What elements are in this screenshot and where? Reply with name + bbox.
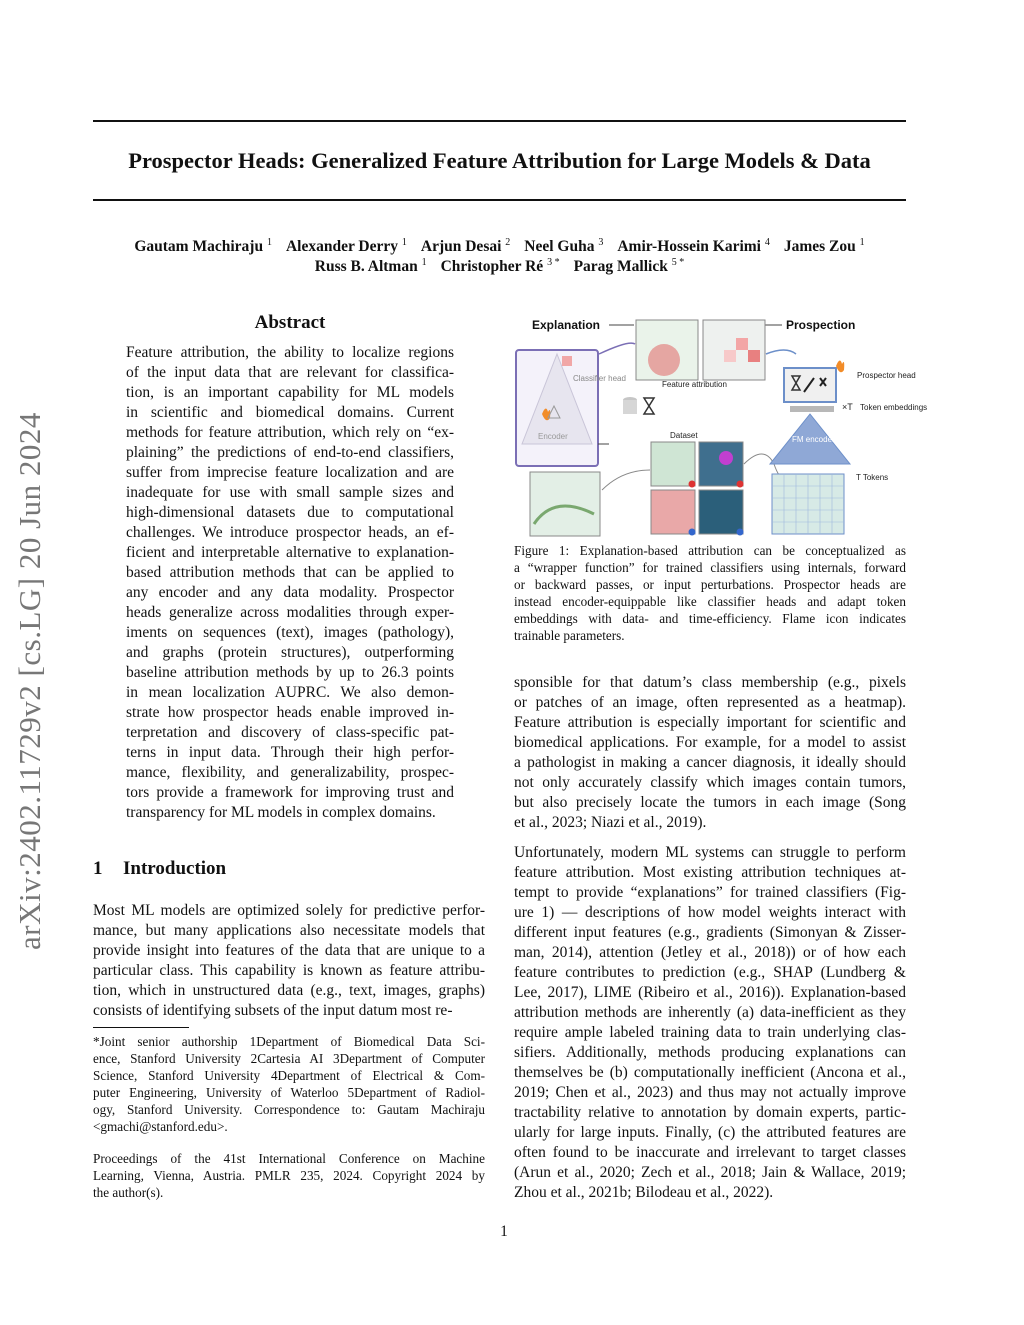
caption-line: embeddings with data- and time-efficiency. Flame icon indicates: [514, 611, 906, 626]
author-name: Neel Guha $^3$: [524, 237, 604, 256]
paragraph-line: Lee, 2017), LIME (Ribeiro et al., 2016)). Explanation-based: [514, 984, 906, 1001]
abstract-line: iments on sequences (text), images (pathology),: [126, 624, 454, 641]
page-number: 1: [500, 1223, 508, 1240]
introduction-paragraph: [93, 901, 485, 1021]
abstract-line: in scientific and biomedical domains. Current: [126, 404, 454, 421]
figure-1-diagram: [514, 314, 928, 540]
author-affiliation: 3: [598, 237, 604, 248]
figure-label-prospector-head: Prospector head: [857, 371, 916, 380]
abstract-line: suffer from imprecise feature localization and are: [126, 464, 454, 481]
paragraph-line: but also precisely locate the tumors in each image (Song: [514, 794, 906, 811]
introduction-line: consists of identifying subsets of the input datum most re-: [93, 1002, 453, 1019]
caption-line: instead encoder-equippable like classifier heads and adapt token: [514, 594, 906, 609]
author-affiliation: 2: [505, 237, 511, 248]
footnote-line: ence, Stanford University 2Cartesia AI 3Department of Computer: [93, 1051, 485, 1066]
paragraph-line: attribution methods are inherently (a) data-inefficient as they: [514, 1004, 906, 1021]
paragraph-line: Unfortunately, modern ML systems can struggle to perform: [514, 844, 906, 861]
figure-1-caption: [514, 542, 906, 644]
paragraph-line: 2019; Chen et al., 2023) and thus may not actually improve: [514, 1084, 906, 1101]
paragraph-line: et al., 2023; Niazi et al., 2019).: [514, 814, 707, 831]
paragraph-line: different input features (e.g., gradients (Simonyan & Zisser-: [514, 924, 906, 941]
paragraph-line: feature contributes to prediction (e.g., SHAP (Lundberg &: [514, 964, 906, 981]
figure-label-classifier-head: Classifier head: [573, 374, 626, 383]
abstract-line: mance, flexibility, and generalizability, prospec-: [126, 764, 454, 781]
paragraph-line: biomedical applications. For example, for a model to assist: [514, 734, 906, 751]
abstract-line: tors provide a framework for improving trust and: [126, 784, 454, 801]
classifier-output-token: [562, 356, 572, 366]
figure-label-explanation: Explanation: [532, 318, 601, 332]
author-name: Gautam Machiraju $^1$: [134, 237, 272, 256]
abstract-line: challenges. We introduce prospector heads, an ef-: [126, 524, 454, 541]
figure-label-prospection: Prospection: [786, 318, 856, 332]
abstract-line: ficient and interpretable alternative to explanation-: [126, 544, 454, 561]
author-affiliation: 1: [266, 237, 272, 248]
wrapper-arrow: [599, 343, 635, 354]
author-name: Russ B. Altman $^1$: [314, 257, 427, 276]
introduction-heading: [93, 858, 226, 880]
label-dot: [689, 529, 696, 536]
caption-line: or backward passes, or input perturbations. Prospector heads are: [514, 577, 906, 592]
author-name: Arjun Desai $^2$: [420, 237, 511, 256]
figure-label-times-t: ×T: [842, 402, 853, 412]
paragraph-line: themselves be (b) computationally inefficient (Ancona et al.,: [514, 1064, 906, 1081]
label-dot: [689, 481, 696, 488]
paragraph-feature-attribution: [514, 673, 906, 833]
abstract-line: terns in input data. Through their high perfor-: [126, 744, 454, 761]
paragraph-line: require ample labeled training data to train underlying clas-: [514, 1024, 906, 1041]
abstract-line: in mean localization AUPRC. We also demon-: [126, 684, 454, 701]
affiliations-footnote: [93, 1033, 485, 1135]
authors-line-1: [93, 237, 906, 256]
proceedings-line: Proceedings of the 41st International Conference on Machine: [93, 1151, 485, 1166]
author-affiliation: 1: [421, 257, 427, 268]
database-icon-body: [623, 400, 637, 414]
caption-line: trainable parameters.: [514, 628, 625, 643]
abstract-line: inadequate for use with small sample sizes and: [126, 484, 454, 501]
heat-patch: [724, 350, 736, 362]
author-name: Parag Mallick $^{5 *}$: [573, 257, 685, 276]
abstract-line: based attribution methods that can be applied to: [126, 564, 454, 581]
abstract-line: heads generalize across modalities through exper-: [126, 604, 454, 621]
introduction-line: particular class. This capability is known as feature attribu-: [93, 962, 485, 979]
heat-blob: [648, 344, 680, 376]
caption-line: a “wrapper function” for trained classifiers using internals, forward: [514, 560, 906, 575]
input-image-explanation: [530, 472, 600, 536]
paragraph-line: Zhou et al., 2021b; Bilodeau et al., 2022).: [514, 1184, 774, 1201]
abstract-line: strate how prospector heads enable improved in-: [126, 704, 454, 721]
dataset-image-3: [651, 490, 695, 534]
introduction-line: provide insight into features of the data that are unique to a: [93, 942, 485, 959]
author-name: Christopher Ré $^{3 *}$: [440, 257, 560, 276]
paragraph-line: sifiers. Additionally, methods producing explanations can: [514, 1044, 906, 1061]
abstract-line: and graphs (protein structures), outperforming: [126, 644, 454, 661]
figure-label-t-tokens: T Tokens: [856, 473, 889, 482]
top-rule: [93, 120, 906, 122]
footnote-line: puter Engineering, University of Waterloo 5Department of Radiol-: [93, 1085, 485, 1100]
abstract-line: baseline attribution methods by up to 26.3 points: [126, 664, 454, 681]
paragraph-line: tempt to provide “explanations” for trained classifiers (Fig-: [514, 884, 906, 901]
author-name: James Zou $^1$: [783, 237, 865, 256]
paragraph-line: (Arun et al., 2020; Zech et al., 2018; Jain & Wallace, 2019;: [514, 1164, 906, 1181]
paragraph-line: often found to be inaccurate and irrelevant to target classes: [514, 1144, 906, 1161]
abstract-heading: Abstract: [254, 312, 326, 333]
abstract-line: high-dimensional datasets due to computational: [126, 504, 454, 521]
heat-patch: [748, 350, 760, 362]
abstract-line: methods for feature attribution, which rely on “ex-: [126, 424, 454, 441]
author-affiliation: 3 *: [547, 257, 560, 268]
paragraph-limitations: [514, 843, 906, 1203]
author-name: Alexander Derry $^1$: [285, 237, 407, 256]
caption-line: Figure 1: Explanation-based attribution can be conceptualized as: [514, 543, 906, 558]
figure-label-encoder: Encoder: [538, 432, 568, 441]
authors-line-2: [93, 257, 906, 276]
flower-mark: [719, 451, 733, 465]
footnote-rule: [93, 1027, 189, 1028]
paragraph-line: ure 1) — descriptions of how model weights interact with: [514, 904, 906, 921]
figure-label-token-embeddings: Token embeddings: [860, 403, 928, 412]
author-affiliation: 1: [401, 237, 407, 248]
paragraph-line: a pathologist in making a cancer diagnosis, it ideally should: [514, 754, 906, 771]
flame-icon: [836, 360, 844, 372]
paragraph-line: ularly for large inputs. Finally, (c) the attributed features are: [514, 1124, 906, 1141]
dataset-image-4: [699, 490, 743, 534]
paragraph-line: man, 2014), attention (Jetley et al., 2018)) or of how each: [514, 944, 906, 961]
label-dot: [737, 481, 744, 488]
token-embedding-bar: [790, 406, 834, 412]
abstract-line: any encoder and any data modality. Prospector: [126, 584, 454, 601]
section-title: Introduction: [123, 858, 227, 879]
paragraph-line: Feature attribution is especially important for scientific and: [514, 714, 906, 731]
footnote-line: ogy, Stanford University. Correspondence to: Gautam Machiraju: [93, 1102, 485, 1117]
heat-patch: [736, 338, 748, 350]
proceedings-line: Learning, Vienna, Austria. PMLR 235, 2024. Copyright 2024 by: [93, 1168, 485, 1183]
author-name: Amir-Hossein Karimi $^4$: [617, 237, 770, 256]
abstract-line: transparency for ML models in complex domains.: [126, 804, 436, 821]
abstract-line: of the input data that are relevant for classifica-: [126, 364, 454, 381]
label-dot: [737, 529, 744, 536]
abstract-line: plaining” the predictions of end-to-end classifiers,: [126, 444, 454, 461]
paper-title: Prospector Heads: Generalized Feature Attribution for Large Models & Data: [128, 148, 871, 173]
author-affiliation: 5 *: [671, 257, 685, 268]
footnote-line: Science, Stanford University 4Department of Electrical & Com-: [93, 1068, 485, 1083]
paragraph-line: or patches of an image, often represented as a heatmap).: [514, 694, 906, 711]
footnote-line: *Joint senior authorship 1Department of Biomedical Data Sci-: [93, 1034, 485, 1049]
introduction-line: mance, but many applications also necessitate models that: [93, 922, 485, 939]
abstract-line: Feature attribution, the ability to localize regions: [126, 344, 454, 361]
author-affiliation: 4: [764, 237, 770, 248]
introduction-line: Most ML models are optimized solely for predictive perfor-: [93, 902, 485, 919]
figure-label-fm-encoder: FM encoder: [792, 435, 835, 444]
abstract-line: terpretation and discovery of class-specific pat-: [126, 724, 454, 741]
abstract-body: [126, 343, 454, 823]
hourglass-icon: [644, 398, 654, 414]
footnote-line: <gmachi@stanford.edu>.: [93, 1119, 228, 1134]
dataset-image-2: [699, 442, 743, 486]
dataset-image-1: [651, 442, 695, 486]
section-number: 1: [93, 858, 103, 879]
title-bottom-rule: [93, 199, 906, 201]
dataset-link: [602, 470, 650, 490]
author-affiliation: 1: [859, 237, 865, 248]
introduction-line: tion, which in unstructured data (e.g., text, images, graphs): [93, 982, 485, 999]
paragraph-line: sponsible for that datum’s class membership (e.g., pixels: [514, 674, 906, 691]
arxiv-identifier[interactable]: arXiv:2402.11729v2 [cs.LG] 20 Jun 2024: [12, 412, 47, 950]
paragraph-line: not only accurately classify which images contain tumors,: [514, 774, 906, 791]
abstract-line: tion, is an important capability for ML models: [126, 384, 454, 401]
paragraph-line: feature attribution. Most existing attribution techniques at-: [514, 864, 906, 881]
figure-label-feature-attribution: Feature attribution: [662, 380, 727, 389]
figure-label-dataset: Dataset: [670, 431, 698, 440]
figure-1: [514, 314, 928, 540]
paragraph-line: tractability relative to annotation by domain experts, partic-: [514, 1104, 906, 1121]
proceedings-note: [93, 1150, 485, 1201]
proceedings-line: the author(s).: [93, 1185, 164, 1200]
prospection-arrow: [766, 350, 796, 354]
